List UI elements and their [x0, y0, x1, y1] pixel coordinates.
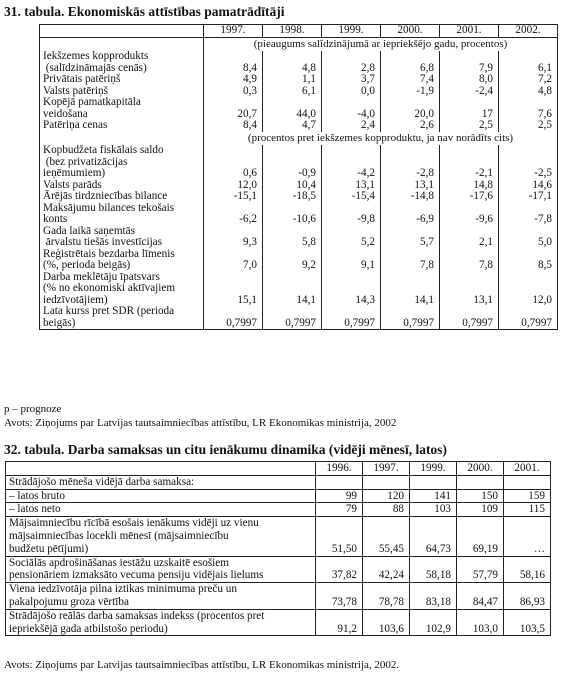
value-cell: 5,0 — [499, 226, 558, 249]
table2-year-header: 2001. — [504, 462, 551, 476]
value-cell: 4,7 — [263, 120, 322, 132]
row-label-line: Gada laikā saņemtās — [43, 224, 135, 237]
row-label-line: ieņēmumiem) — [43, 167, 106, 179]
row-label — [40, 272, 204, 307]
row-label — [40, 249, 204, 272]
row-label-line: Mājsaimniecību rīcībā esošais ienākums vidēji uz vienu — [9, 517, 259, 530]
value-cell: 4,9 — [204, 74, 263, 86]
table-row — [6, 475, 551, 489]
row-label-line: (bez privatizācijas — [43, 155, 128, 168]
value-cell: 58,18 — [410, 556, 457, 583]
table1-note-row — [40, 132, 558, 146]
row-label-line: beigās) — [43, 316, 76, 329]
value-cell: 150 — [457, 489, 504, 503]
table-row — [6, 583, 551, 610]
row-label — [40, 120, 204, 132]
value-cell: 9,3 — [204, 226, 263, 249]
value-cell: -1,9 — [381, 86, 440, 98]
row-label-line: iedzīvotājiem) — [43, 293, 108, 306]
row-label-line: Ārējās tirdzniecības bilance — [43, 190, 168, 202]
value-cell: 7,6 — [499, 97, 558, 120]
row-label-line: Darba meklētāju īpatsvars — [43, 270, 160, 283]
value-cell: -9,8 — [322, 203, 381, 226]
row-label-line: pensionāriem izmaksāto vecuma pensiju vidējais lielums — [9, 569, 264, 582]
row-label — [6, 503, 316, 517]
value-cell: 115 — [504, 503, 551, 517]
value-cell: 14,8 — [440, 180, 499, 192]
table-row — [6, 609, 551, 636]
value-cell: -0,9 — [263, 145, 322, 180]
value-cell: 103,0 — [457, 609, 504, 636]
value-cell: 58,16 — [504, 556, 551, 583]
value-cell: 159 — [504, 489, 551, 503]
table-row — [40, 145, 558, 180]
row-label — [6, 517, 316, 556]
value-cell: -6,9 — [381, 203, 440, 226]
value-cell: 10,4 — [263, 180, 322, 192]
value-cell — [457, 475, 504, 489]
value-cell: 7,9 — [440, 51, 499, 74]
row-label — [40, 226, 204, 249]
value-cell: 8,4 — [204, 51, 263, 74]
value-cell — [363, 475, 410, 489]
value-cell: -15,4 — [322, 191, 381, 203]
value-cell: 103,6 — [363, 609, 410, 636]
value-cell: 12,0 — [499, 272, 558, 307]
table2-source: Avots: Ziņojums par Latvijas tautsaimniecības attīstību, LR Ekonomikas ministrija, 2002. — [4, 659, 400, 671]
value-cell — [410, 475, 457, 489]
value-cell: 7,0 — [204, 249, 263, 272]
value-cell: 73,78 — [316, 583, 363, 610]
row-label-line: Lata kurss pret SDR (perioda — [43, 305, 175, 317]
value-cell: 14,1 — [263, 272, 322, 307]
row-label-line: Strādājošo mēneša vidējā darba samaksa: — [9, 475, 195, 488]
value-cell: 7,2 — [499, 74, 558, 86]
value-cell: 84,47 — [457, 583, 504, 610]
table1-footnote: p – prognoze — [4, 403, 62, 415]
row-label — [40, 191, 204, 203]
value-cell: 6,1 — [499, 51, 558, 74]
table-row — [40, 120, 558, 132]
table-row — [40, 226, 558, 249]
value-cell: -10,6 — [263, 203, 322, 226]
value-cell: 20,7 — [204, 97, 263, 120]
value-cell: 0,7997 — [440, 306, 499, 330]
value-cell: 44,0 — [263, 97, 322, 120]
row-label — [40, 74, 204, 86]
table2-year-header: 2000. — [457, 462, 504, 476]
row-label-line: konts — [43, 213, 68, 225]
value-cell: 1,1 — [263, 74, 322, 86]
value-cell: 2,1 — [440, 226, 499, 249]
value-cell: -7,8 — [499, 203, 558, 226]
wage-income-table — [5, 461, 551, 636]
value-cell: 6,1 — [263, 86, 322, 98]
value-cell: 20,0 — [381, 97, 440, 120]
row-label — [40, 203, 204, 226]
value-cell: 79 — [316, 503, 363, 517]
value-cell: 9,2 — [263, 249, 322, 272]
value-cell: 5,7 — [381, 226, 440, 249]
table1-year-header: 2000. — [381, 25, 440, 38]
value-cell: -18,5 — [263, 191, 322, 203]
value-cell: 2,5 — [440, 120, 499, 132]
value-cell: 78,78 — [363, 583, 410, 610]
value-cell: 5,8 — [263, 226, 322, 249]
value-cell: 0,7997 — [499, 306, 558, 330]
value-cell: 0,7997 — [322, 306, 381, 330]
row-label-line: Valsts parāds — [43, 178, 102, 191]
value-cell: 37,82 — [316, 556, 363, 583]
table-row — [40, 249, 558, 272]
value-cell: 15,1 — [204, 272, 263, 307]
table-row — [6, 556, 551, 583]
row-label — [40, 145, 204, 180]
value-cell: 0,3 — [204, 86, 263, 98]
value-cell: 0,6 — [204, 145, 263, 180]
row-label-line: Viena iedzīvotāja pilna iztikas minimuma preču un — [9, 583, 237, 596]
row-label — [6, 609, 316, 636]
row-label-line: Maksājumu bilances tekošais — [43, 201, 175, 214]
table1-corner — [40, 25, 204, 38]
table2-header-row — [6, 462, 551, 476]
row-label-line: Reģistrētais bezdarba līmenis — [43, 247, 175, 260]
value-cell: 8,5 — [499, 249, 558, 272]
value-cell: 4,8 — [263, 51, 322, 74]
value-cell: 2,6 — [381, 120, 440, 132]
value-cell: 14,1 — [381, 272, 440, 307]
value-cell: 9,1 — [322, 249, 381, 272]
value-cell: 7,4 — [381, 74, 440, 86]
table-row — [6, 517, 551, 556]
table-row — [40, 306, 558, 330]
table1-year-header: 1998. — [263, 25, 322, 38]
value-cell: 83,18 — [410, 583, 457, 610]
table1-note-row — [40, 37, 558, 51]
value-cell: 2,5 — [499, 120, 558, 132]
value-cell: -4,0 — [322, 97, 381, 120]
value-cell: 141 — [410, 489, 457, 503]
value-cell — [316, 475, 363, 489]
row-label — [6, 489, 316, 503]
table-row — [40, 51, 558, 74]
value-cell: 86,93 — [504, 583, 551, 610]
table-row — [40, 74, 558, 86]
value-cell: 2,4 — [322, 120, 381, 132]
table1-title: 31. tabula. Ekonomiskās attīstības pamatrādītāji — [4, 4, 285, 19]
row-label-line: Privātais patēriņš — [43, 73, 121, 85]
value-cell — [504, 475, 551, 489]
value-cell: -2,5 — [499, 145, 558, 180]
value-cell: -17,6 — [440, 191, 499, 203]
table2-year-header: 1999. — [410, 462, 457, 476]
value-cell: -6,2 — [204, 203, 263, 226]
table-row — [40, 272, 558, 307]
row-label — [6, 583, 316, 610]
value-cell: 13,1 — [440, 272, 499, 307]
value-cell: 64,73 — [410, 517, 457, 556]
value-cell: 12,0 — [204, 180, 263, 192]
table1-year-header: 1997. — [204, 25, 263, 38]
table-row — [40, 203, 558, 226]
row-label-line: Strādājošo reālās darba samaksas indekss (procentos pret — [9, 609, 265, 622]
value-cell: 0,7997 — [263, 306, 322, 330]
value-cell: -4,2 — [322, 145, 381, 180]
table1-note-gdp: (procentos pret iekšzemes kopproduktu, ja nav norādīts cits) — [204, 132, 558, 146]
row-label-line: pakalpojumu groza vērtība — [9, 595, 129, 608]
value-cell: 99 — [316, 489, 363, 503]
value-cell: 88 — [363, 503, 410, 517]
row-label-line: Valsts patēriņš — [43, 84, 108, 97]
value-cell: 103,5 — [504, 609, 551, 636]
table2-title: 32. tabula. Darba samaksas un citu ienākumu dinamika (vidēji mēnesī, latos) — [4, 442, 447, 457]
row-label-line: (salīdzināmajās cenās) — [43, 61, 147, 74]
table2-year-header: 1997. — [363, 462, 410, 476]
row-label-line: Sociālās apdrošināšanas iestāžu uzskaitē esošiem — [9, 556, 229, 569]
table-row — [6, 503, 551, 517]
value-cell: 51,50 — [316, 517, 363, 556]
row-label-line: (% no ekonomiski aktīvajiem — [43, 282, 176, 294]
economic-indicators-table — [39, 24, 558, 330]
value-cell: 17 — [440, 97, 499, 120]
row-label — [40, 97, 204, 120]
row-label-line: budžetu pētījumi) — [9, 542, 89, 555]
value-cell: 91,2 — [316, 609, 363, 636]
table-row — [40, 191, 558, 203]
table-row — [6, 489, 551, 503]
value-cell: 120 — [363, 489, 410, 503]
value-cell: 13,1 — [322, 180, 381, 192]
row-label-line: Iekšzemes kopprodukts — [43, 50, 149, 62]
value-cell: -2,8 — [381, 145, 440, 180]
row-label — [6, 556, 316, 583]
row-label-line: – latos bruto — [9, 489, 65, 502]
value-cell: -15,1 — [204, 191, 263, 203]
value-cell: 55,45 — [363, 517, 410, 556]
row-label-line: veidošana — [43, 107, 88, 120]
value-cell: -2,4 — [440, 86, 499, 98]
row-label — [6, 475, 316, 489]
row-label-line: ārvalstu tiešās investīcijas — [43, 236, 162, 248]
table1-year-header: 2001. — [440, 25, 499, 38]
value-cell: 0,7997 — [381, 306, 440, 330]
value-cell: 13,1 — [381, 180, 440, 192]
table2-corner — [6, 462, 316, 476]
value-cell: … — [504, 517, 551, 556]
value-cell: 14,3 — [322, 272, 381, 307]
table1-note-growth: (pieaugums salīdzinājumā ar iepriekšējo gadu, procentos) — [204, 37, 558, 51]
value-cell: 0,7997 — [204, 306, 263, 330]
value-cell: 109 — [457, 503, 504, 517]
table-row — [40, 97, 558, 120]
value-cell: 6,8 — [381, 51, 440, 74]
table1-year-header: 2002. — [499, 25, 558, 38]
table1-year-header: 1999. — [322, 25, 381, 38]
value-cell: 8,0 — [440, 74, 499, 86]
value-cell: -17,1 — [499, 191, 558, 203]
row-label-line: iepriekšējā gada atbilstošo periodu) — [9, 622, 168, 635]
row-label-line: – latos neto — [9, 503, 61, 516]
row-label-line: Kopējā pamatkapitāla — [43, 96, 141, 108]
row-label — [40, 51, 204, 74]
value-cell: 8,4 — [204, 120, 263, 132]
table1-header-row — [40, 25, 558, 38]
value-cell: 102,9 — [410, 609, 457, 636]
value-cell: -2,1 — [440, 145, 499, 180]
table1-source: Avots: Ziņojums par Latvijas tautsaimniecības attīstību, LR Ekonomikas ministrija, 2002 — [4, 417, 397, 429]
value-cell: 0,0 — [322, 86, 381, 98]
row-label-line: Kopbudžeta fiskālais saldo — [43, 144, 164, 156]
row-label-line: (%, perioda beigās) — [43, 259, 131, 271]
table2-year-header: 1996. — [316, 462, 363, 476]
value-cell: 5,2 — [322, 226, 381, 249]
row-label-line: mājsaimniecības locekli mēnesī (mājsaimniecību — [9, 529, 229, 542]
value-cell: -9,6 — [440, 203, 499, 226]
value-cell: 7,8 — [440, 249, 499, 272]
value-cell: 57,79 — [457, 556, 504, 583]
value-cell: 69,19 — [457, 517, 504, 556]
row-label — [40, 306, 204, 330]
value-cell: 2,8 — [322, 51, 381, 74]
value-cell: 14,6 — [499, 180, 558, 192]
value-cell: 42,24 — [363, 556, 410, 583]
value-cell: 7,8 — [381, 249, 440, 272]
value-cell: 4,8 — [499, 86, 558, 98]
value-cell: 3,7 — [322, 74, 381, 86]
row-label-line: Patēriņa cenas — [43, 119, 108, 131]
value-cell: 103 — [410, 503, 457, 517]
value-cell: -14,8 — [381, 191, 440, 203]
